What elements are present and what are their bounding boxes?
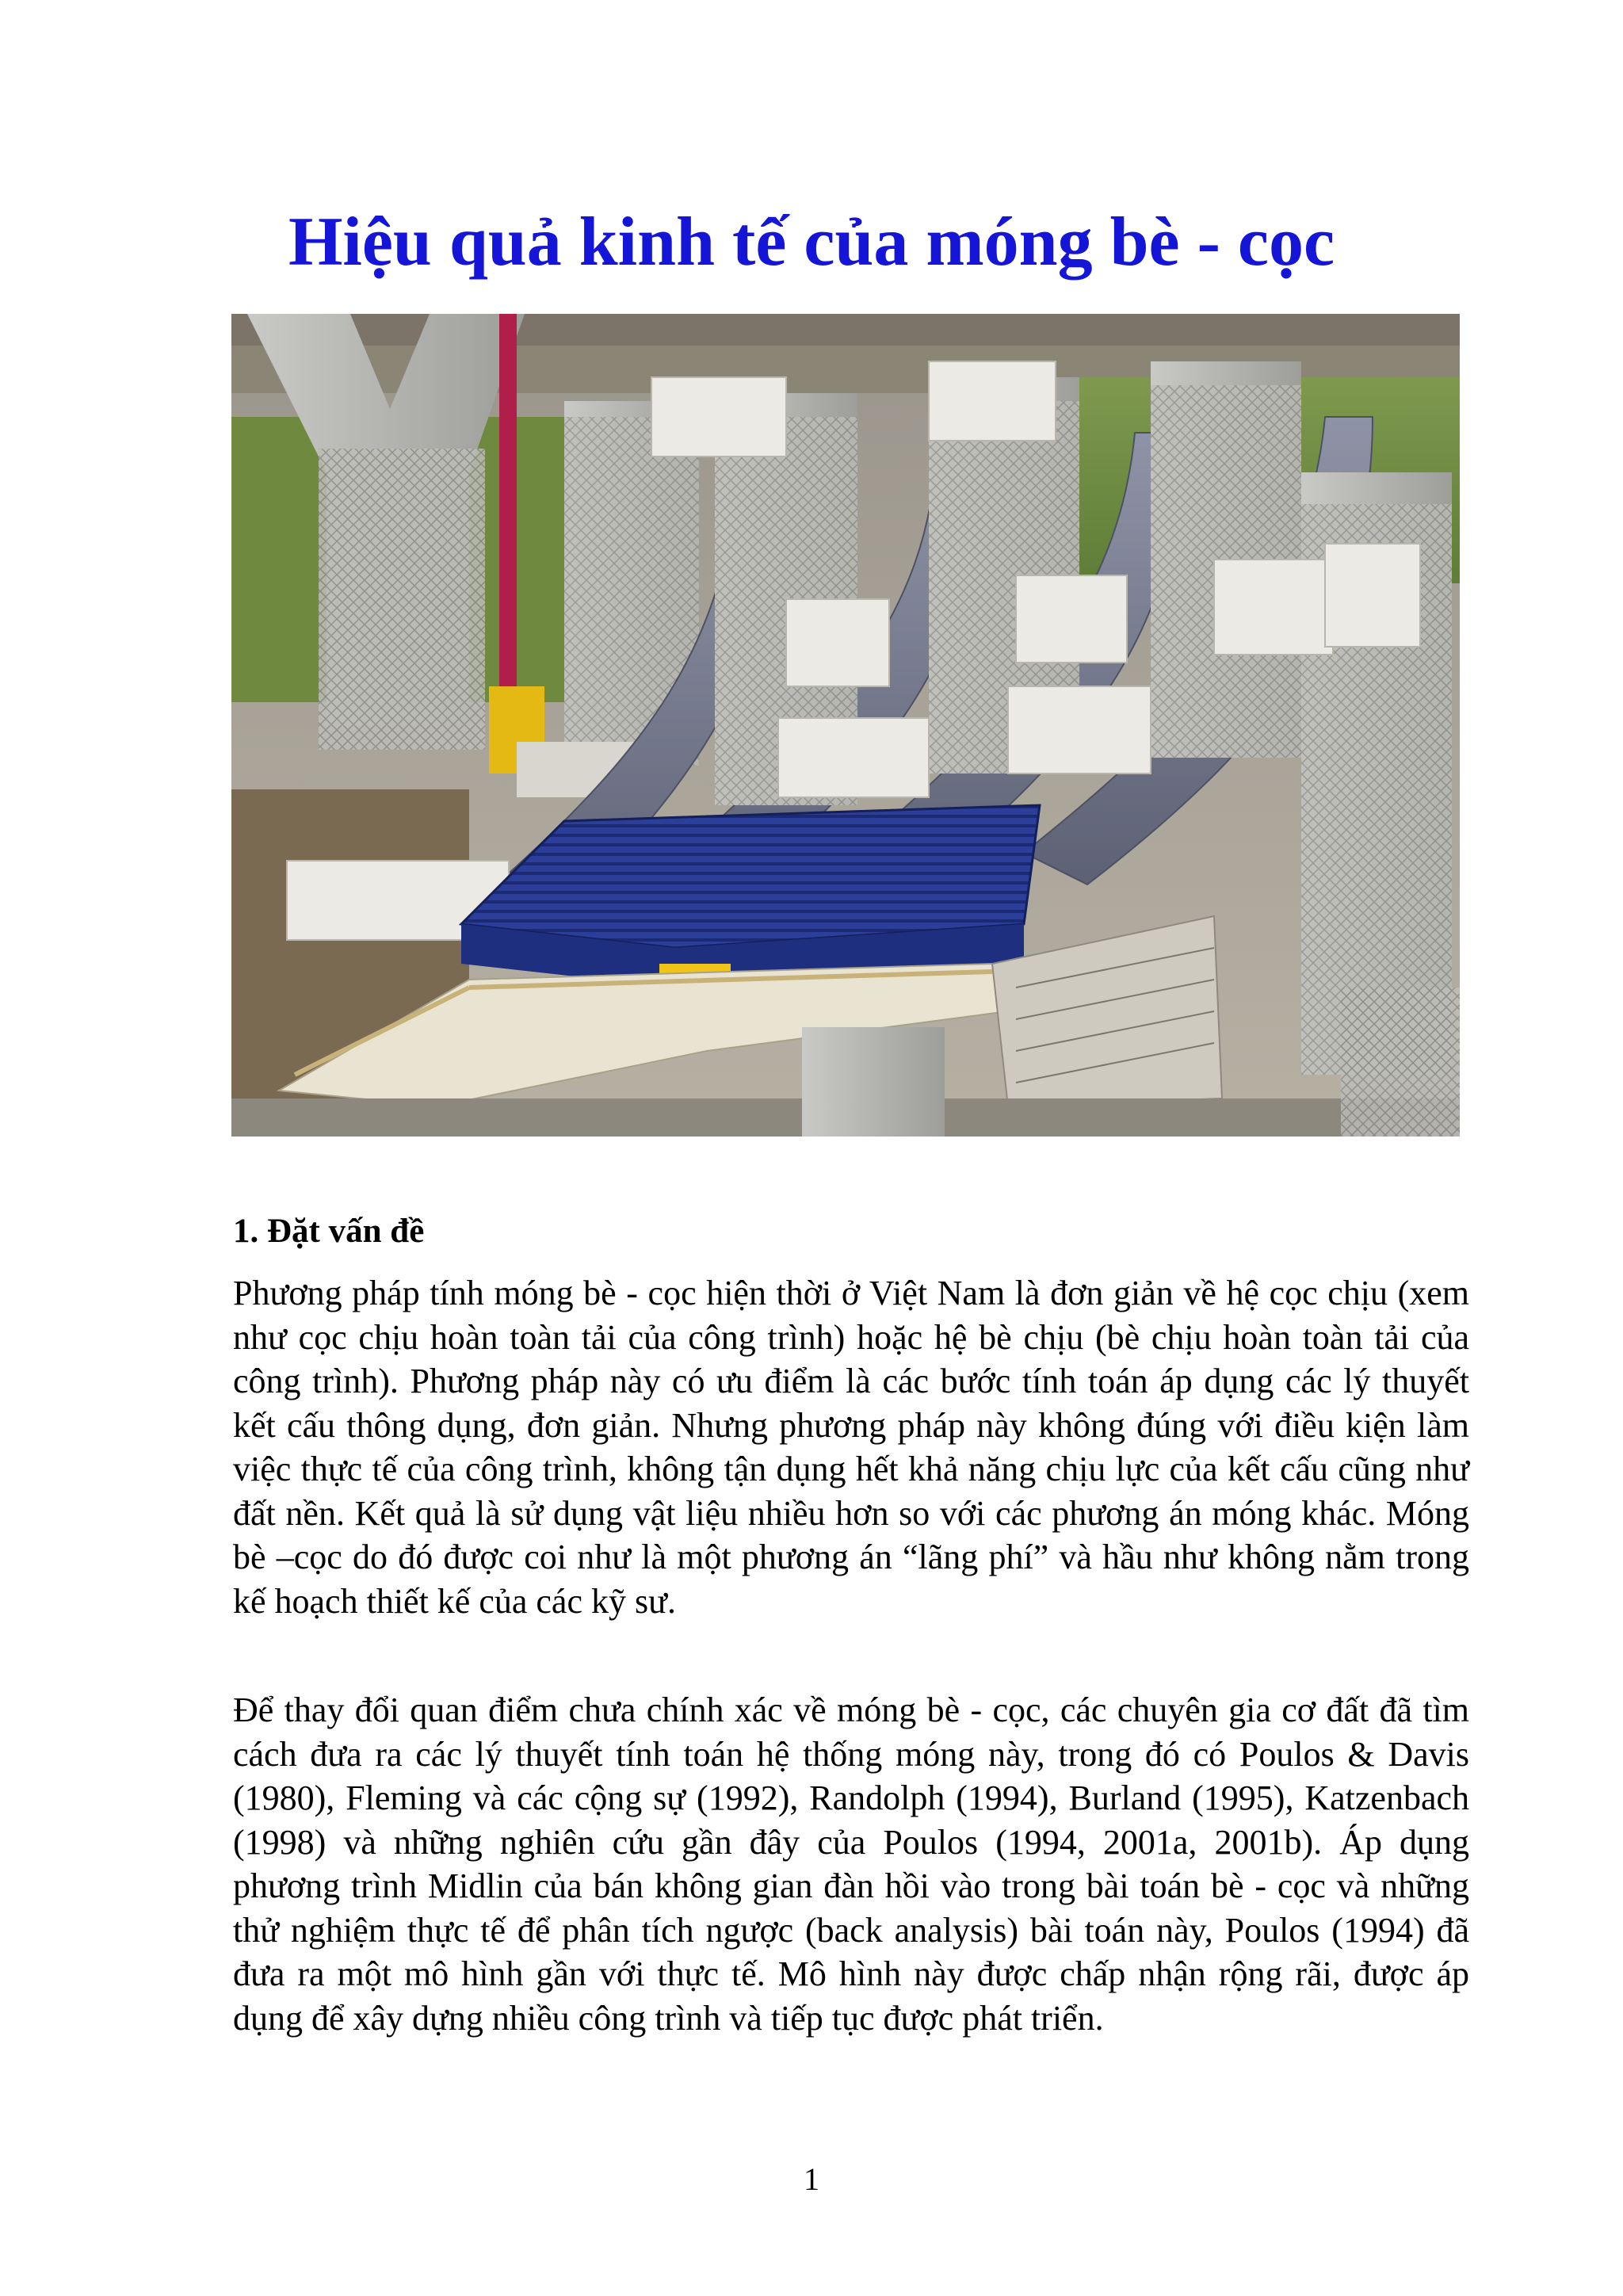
page-title: Hiệu quả kinh tế của móng bè - cọc [288, 204, 1335, 281]
paragraph-2: Để thay đổi quan điểm chưa chính xác về móng bè - cọc, các chuyên gia cơ đất đã tìm cách đưa ra các lý thuyết tính toán hệ thống móng này, trong đó có Poulos & Davis (1980), Fleming và các cộng sự (1992), Randolph (1994), Burland (1995), Katzenbach (1998) và những nghiên cứu gần đây của Poulos (1994, 2001a, 2001b). Áp dụng phương trình Midlin của bán không gian đàn hồi vào trong bài toán bè - cọc và những thử nghiệm thực tế để phân tích ngược (back analysis) bài toán này, Poulos (1994) đã đưa ra một mô hình gần với thực tế. Mô hình này được chấp nhận rộng rãi, được áp dụng để xây dựng nhiều công trình và tiếp tục được phát triển. [233, 1690, 1469, 2038]
page-number: 1 [804, 2161, 819, 2197]
construction-photo [231, 314, 1460, 1137]
section-heading: 1. Đặt vấn đề [233, 1213, 425, 1250]
paragraph-1: Phương pháp tính móng bè - cọc hiện thời ở Việt Nam là đơn giản về hệ cọc chịu (xem như cọc chịu hoàn toàn tải của công trình) hoặc hệ bè chịu (bè chịu hoàn toàn tải của công trình). Phương pháp này có ưu điểm là các bước tính toán áp dụng các lý thuyết kết cấu thông dụng, đơn giản. Nhưng phương pháp này không đúng với điều kiện làm việc thực tế của công trình, không tận dụng hết khả năng chịu lực của kết cấu cũng như đất nền. Kết quả là sử dụng vật liệu nhiều hơn so với các phương án móng khác. Móng bè –cọc do đó được coi như là một phương án “lãng phí” và hầu như không nằm trong kế hoạch thiết kế của các kỹ sư. [233, 1274, 1469, 1621]
